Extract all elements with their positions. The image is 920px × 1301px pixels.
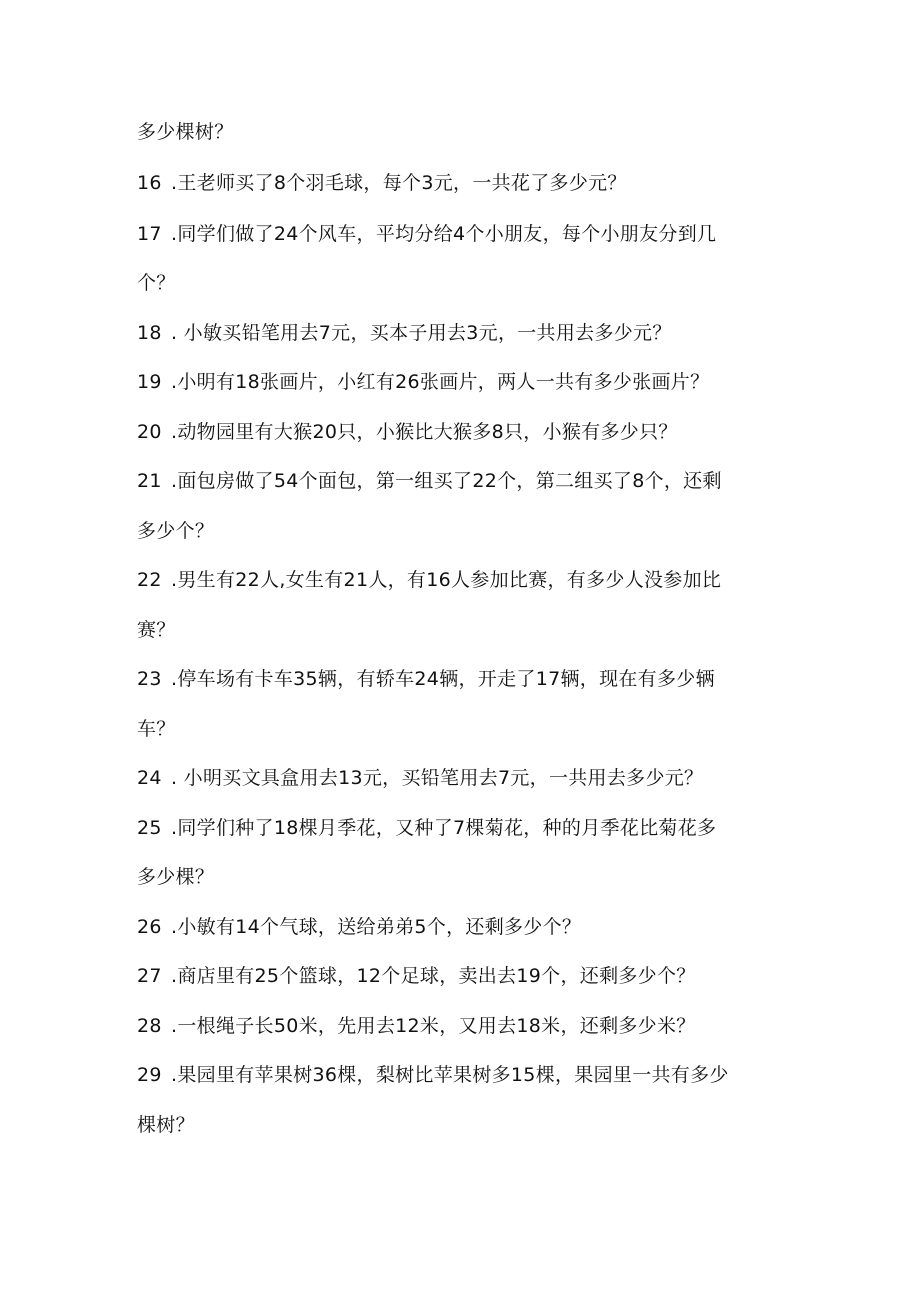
problem-number: 16 bbox=[137, 172, 162, 194]
problem-line bbox=[137, 864, 214, 890]
problem-text: .停车场有卡车35辆，有轿车24辆，开走了17辆，现在有多少辆 bbox=[171, 668, 715, 690]
problem-line bbox=[137, 617, 176, 643]
problem-text: .面包房做了54个面包，第一组买了22个，第二组买了8个，还剩 bbox=[171, 470, 722, 492]
problem-line bbox=[137, 270, 176, 296]
problem-line bbox=[137, 815, 716, 841]
problem-line bbox=[137, 320, 672, 346]
problem-line bbox=[137, 963, 696, 989]
problem-number: 24 bbox=[137, 767, 162, 789]
problem-line bbox=[137, 468, 722, 494]
problem-number: 28 bbox=[137, 1015, 162, 1037]
problem-number: 21 bbox=[137, 470, 162, 492]
problem-text: .动物园里有大猴20只，小猴比大猴多8只，小猴有多少只？ bbox=[171, 421, 678, 443]
problem-text: .同学们种了18棵月季花，又种了7棵菊花，种的月季花比菊花多 bbox=[171, 817, 717, 839]
problem-line bbox=[137, 914, 581, 940]
problem-text: 车？ bbox=[137, 718, 176, 740]
problem-line bbox=[137, 1112, 195, 1138]
problem-line bbox=[137, 567, 721, 593]
problem-line bbox=[137, 419, 678, 445]
problem-text: .男生有22人,女生有21人，有16人参加比赛，有多少人没参加比 bbox=[171, 569, 722, 591]
problem-number: 20 bbox=[137, 421, 162, 443]
problem-line bbox=[137, 765, 703, 791]
problem-text: .果园里有苹果树36棵，梨树比苹果树多15棵，果园里一共有多少 bbox=[171, 1064, 729, 1086]
problem-line bbox=[137, 369, 709, 395]
problem-text: .同学们做了24个风车，平均分给4个小朋友，每个小朋友分到几 bbox=[171, 223, 717, 245]
problem-line bbox=[137, 1062, 729, 1088]
problem-text: 赛？ bbox=[137, 619, 176, 641]
problem-text: 棵树？ bbox=[137, 1114, 195, 1136]
problem-number: 23 bbox=[137, 668, 162, 690]
problem-line bbox=[137, 170, 627, 196]
problem-number: 18 bbox=[137, 322, 162, 344]
problem-line bbox=[137, 119, 234, 145]
problem-line bbox=[137, 666, 715, 692]
problem-number: 29 bbox=[137, 1064, 162, 1086]
problem-text: 多少棵？ bbox=[137, 866, 215, 888]
problem-line bbox=[137, 1013, 696, 1039]
problem-line bbox=[137, 221, 716, 247]
problem-text: .小明有18张画片，小红有26张画片，两人一共有多少张画片？ bbox=[171, 371, 710, 393]
problem-text: .王老师买了8个羽毛球，每个3元，一共花了多少元？ bbox=[171, 172, 627, 194]
problem-number: 27 bbox=[137, 965, 162, 987]
problem-line bbox=[137, 716, 176, 742]
problem-number: 25 bbox=[137, 817, 162, 839]
problem-text: 个？ bbox=[137, 272, 176, 294]
problem-text: . 小敏买铅笔用去7元，买本子用去3元，一共用去多少元？ bbox=[171, 322, 672, 344]
problem-text: .小敏有14个气球，送给弟弟5个，还剩多少个？ bbox=[171, 916, 582, 938]
problem-line bbox=[137, 518, 214, 544]
problem-number: 17 bbox=[137, 223, 162, 245]
problem-number: 19 bbox=[137, 371, 162, 393]
problem-text: .商店里有25个篮球，12个足球，卖出去19个，还剩多少个？ bbox=[171, 965, 696, 987]
problem-text: 多少棵树？ bbox=[137, 121, 234, 143]
problem-text: . 小明买文具盒用去13元，买铅笔用去7元，一共用去多少元？ bbox=[171, 767, 704, 789]
problem-number: 26 bbox=[137, 916, 162, 938]
problem-text: .一根绳子长50米，先用去12米，又用去18米，还剩多少米？ bbox=[171, 1015, 696, 1037]
problem-text: 多少个？ bbox=[137, 520, 215, 542]
problem-number: 22 bbox=[137, 569, 162, 591]
